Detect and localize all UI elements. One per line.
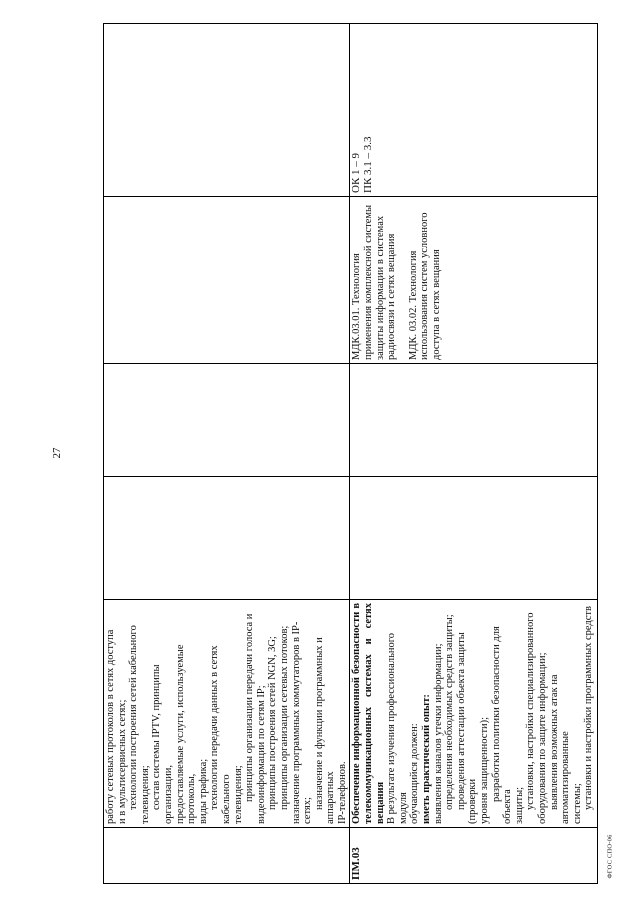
content-line: принципы организации передачи голоса и: [244, 613, 256, 802]
content-line: телевидения;: [139, 765, 151, 824]
content-cell: [104, 600, 350, 828]
mdk-cell: [104, 197, 350, 364]
hours-cell: [350, 477, 598, 600]
content-line: назначение и функции программных и аппаратных: [313, 637, 337, 824]
content-line: выявления каналов утечки информации;: [432, 643, 444, 824]
mdk-03-01: МДК.03.01. Технология применения комплексной системы защиты информации в системах радиосвязи и сетях вещания: [351, 204, 398, 360]
content-line: обучающийся должен:: [409, 723, 421, 824]
mdk-cell: [350, 197, 598, 364]
content-line: работу сетевых протоколов в сетях доступа: [105, 629, 116, 824]
module-title: Обеспечение информационной безопасности в телекоммуникационных системах и сетях вещания: [351, 603, 386, 824]
content-line: технологии передачи данных в сетях кабельного: [209, 645, 232, 824]
content-line: назначение программных коммутаторов в IP-сетях;: [290, 621, 314, 824]
content-line: уровня защищенности);: [479, 716, 490, 824]
content-line: установки, настройки специализированного: [525, 612, 537, 810]
competencies-list: ОК 1 – 9 ПК 3.1 – 3.3: [350, 136, 375, 193]
content-line: видеоинформации по сетям IP;: [255, 685, 267, 824]
content-line: определения необходимых средств защиты;: [444, 614, 456, 810]
page-number: 27: [51, 447, 63, 459]
content-line: IP-телефонов.: [336, 761, 348, 824]
module-code-cell: [350, 828, 598, 884]
content-line: проведения аттестации объекта защиты (проверки: [455, 632, 479, 824]
content-line: разработки политики безопасности для объекта: [490, 626, 514, 824]
table-row: [350, 24, 598, 884]
hours-cell: [350, 364, 598, 477]
hours-cell: [104, 477, 350, 600]
table-row: [104, 24, 350, 884]
content-line: телевидения;: [232, 765, 244, 824]
footer-text: ФГОС СПО-06: [606, 833, 614, 879]
content-line: принципы построения сетей NGN, 3G;: [267, 636, 279, 810]
module-code: ПМ.03: [350, 847, 363, 880]
content-line: виды трафика;: [197, 758, 209, 824]
module-code-cell: [104, 828, 350, 884]
document-footer: [600, 826, 620, 886]
content-line: состав системы IPTV, принципы организации,: [151, 664, 174, 824]
content-line: выявления возможных атак на автоматизированные: [548, 674, 572, 824]
content-line: установки и настройки программных средств: [583, 606, 595, 810]
content-line: системы;: [571, 783, 583, 824]
content-cell: [350, 600, 598, 828]
content-line: и в мультисервисных сетях;: [116, 699, 128, 824]
content-line: предоставляемые услуги, используемые протоколы,: [174, 644, 198, 824]
hours-cell: [104, 364, 350, 477]
content-line: защиты;: [513, 786, 525, 824]
competencies-cell: [104, 24, 350, 197]
content-line: В результате изучения профессионального модуля: [386, 632, 409, 824]
competencies-cell: [350, 24, 598, 197]
content-line: технологии построения сетей кабельного: [128, 625, 140, 810]
content-line: принципы организации сетевых потоков;: [278, 625, 290, 810]
mdk-03-02: МДК. 03.02. Технология использования систем условного доступа в сетях вещания: [407, 212, 443, 360]
curriculum-table: [103, 24, 595, 884]
content-line: оборудования по защите информации;: [536, 652, 548, 824]
content-line: иметь практический опыт:: [421, 694, 433, 824]
